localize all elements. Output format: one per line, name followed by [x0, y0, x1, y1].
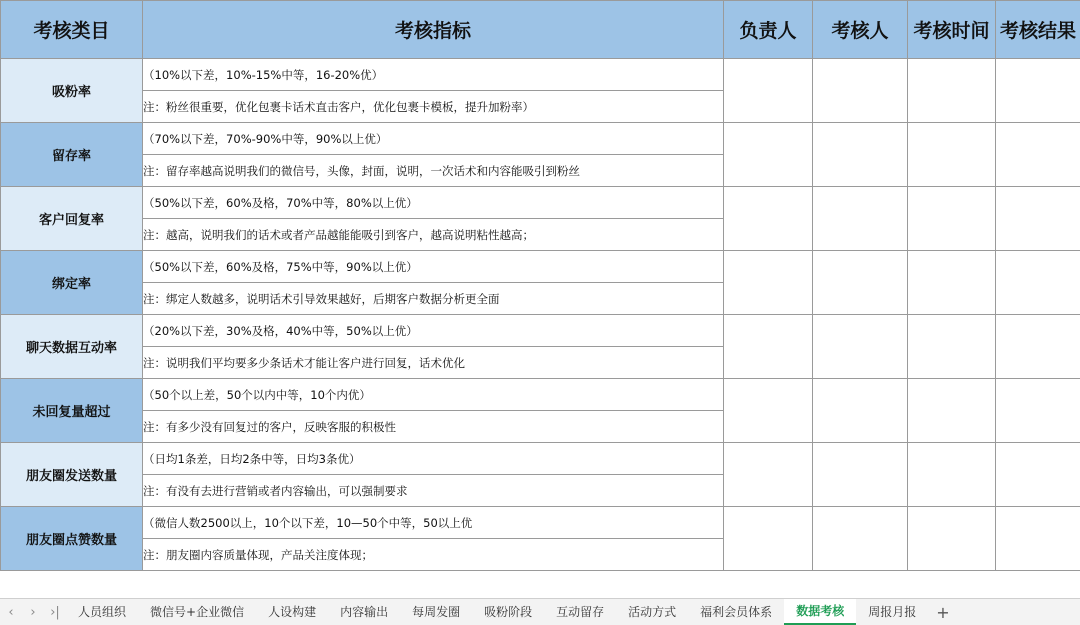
result-cell[interactable] — [996, 123, 1080, 187]
chevron-right-icon[interactable]: › — [22, 605, 44, 620]
chevron-left-icon[interactable]: ‹ — [0, 605, 22, 620]
assessor-cell[interactable] — [813, 251, 908, 315]
indicator-note-cell[interactable]: 注：有没有去进行营销或者内容输出，可以强制要求 — [143, 475, 724, 507]
indicator-criteria-cell[interactable]: （微信人数2500以上，10个以下差，10—50个中等，50以上优 — [143, 507, 724, 539]
sheet-tab[interactable]: 活动方式 — [616, 599, 688, 625]
result-cell[interactable] — [996, 507, 1080, 571]
category-cell[interactable]: 吸粉率 — [1, 59, 143, 123]
table-row — [1, 315, 1080, 347]
indicator-note-cell[interactable]: 注：粉丝很重要，优化包裹卡话术直击客户，优化包裹卡模板，提升加粉率） — [143, 91, 724, 123]
result-cell[interactable] — [996, 443, 1080, 507]
sheet-tab[interactable]: 微信号+企业微信 — [138, 599, 256, 625]
header-indicator[interactable]: 考核指标 — [143, 1, 724, 59]
category-cell[interactable]: 朋友圈点赞数量 — [1, 507, 143, 571]
time-cell[interactable] — [908, 315, 996, 379]
indicator-criteria-cell[interactable]: （70%以下差，70%-90%中等，90%以上优） — [143, 123, 724, 155]
result-cell[interactable] — [996, 187, 1080, 251]
owner-cell[interactable] — [724, 187, 813, 251]
table-row — [1, 379, 1080, 411]
indicator-note-cell[interactable]: 注：有多少没有回复过的客户，反映客服的积极性 — [143, 411, 724, 443]
table-row — [1, 251, 1080, 283]
header-category[interactable]: 考核类目 — [1, 1, 143, 59]
time-cell[interactable] — [908, 251, 996, 315]
category-cell[interactable]: 客户回复率 — [1, 187, 143, 251]
indicator-note-cell[interactable]: 注：留存率越高说明我们的微信号，头像，封面，说明，一次话术和内容能吸引到粉丝 — [143, 155, 724, 187]
header-owner[interactable]: 负责人 — [724, 1, 813, 59]
time-cell[interactable] — [908, 443, 996, 507]
sheet-tab[interactable]: 互动留存 — [544, 599, 616, 625]
table-row — [1, 507, 1080, 539]
sheet-tab[interactable]: 数据考核 — [784, 599, 856, 625]
time-cell[interactable] — [908, 507, 996, 571]
sheet-tab[interactable]: 吸粉阶段 — [472, 599, 544, 625]
category-cell[interactable]: 绑定率 — [1, 251, 143, 315]
owner-cell[interactable] — [724, 123, 813, 187]
result-cell[interactable] — [996, 379, 1080, 443]
owner-cell[interactable] — [724, 251, 813, 315]
sheet-tab[interactable]: 人员组织 — [66, 599, 138, 625]
indicator-note-cell[interactable]: 注：绑定人数越多，说明话术引导效果越好，后期客户数据分析更全面 — [143, 283, 724, 315]
indicator-criteria-cell[interactable]: （日均1条差，日均2条中等，日均3条优） — [143, 443, 724, 475]
sheet-tab[interactable]: 每周发圈 — [400, 599, 472, 625]
owner-cell[interactable] — [724, 315, 813, 379]
sheet-tab-bar — [0, 598, 1080, 625]
indicator-criteria-cell[interactable]: （20%以下差，30%及格，40%中等，50%以上优） — [143, 315, 724, 347]
time-cell[interactable] — [908, 187, 996, 251]
indicator-criteria-cell[interactable]: （50%以下差，60%及格，75%中等，90%以上优） — [143, 251, 724, 283]
assessor-cell[interactable] — [813, 443, 908, 507]
indicator-criteria-cell[interactable]: （50个以上差，50个以内中等，10个内优） — [143, 379, 724, 411]
assessor-cell[interactable] — [813, 315, 908, 379]
result-cell[interactable] — [996, 59, 1080, 123]
indicator-criteria-cell[interactable]: （50%以下差，60%及格，70%中等，80%以上优） — [143, 187, 724, 219]
sheet-tabs — [66, 599, 928, 625]
indicator-note-cell[interactable]: 注：说明我们平均要多少条话术才能让客户进行回复，话术优化 — [143, 347, 724, 379]
assessor-cell[interactable] — [813, 379, 908, 443]
time-cell[interactable] — [908, 59, 996, 123]
table-row — [1, 59, 1080, 91]
owner-cell[interactable] — [724, 443, 813, 507]
sheet-tab[interactable]: 周报月报 — [856, 599, 928, 625]
time-cell[interactable] — [908, 379, 996, 443]
indicator-note-cell[interactable]: 注：朋友圈内容质量体现，产品关注度体现； — [143, 539, 724, 571]
assessor-cell[interactable] — [813, 507, 908, 571]
owner-cell[interactable] — [724, 507, 813, 571]
category-cell[interactable]: 朋友圈发送数量 — [1, 443, 143, 507]
indicator-criteria-cell[interactable]: （10%以下差，10%-15%中等，16-20%优） — [143, 59, 724, 91]
category-cell[interactable]: 留存率 — [1, 123, 143, 187]
header-time[interactable]: 考核时间 — [908, 1, 996, 59]
chevron-last-icon[interactable]: ›| — [44, 605, 66, 620]
table-row — [1, 123, 1080, 155]
sheet-tab[interactable]: 人设构建 — [256, 599, 328, 625]
owner-cell[interactable] — [724, 379, 813, 443]
result-cell[interactable] — [996, 315, 1080, 379]
sheet-tab[interactable]: 内容输出 — [328, 599, 400, 625]
time-cell[interactable] — [908, 123, 996, 187]
header-assessor[interactable]: 考核人 — [813, 1, 908, 59]
assessor-cell[interactable] — [813, 59, 908, 123]
category-cell[interactable]: 未回复量超过 — [1, 379, 143, 443]
add-sheet-button[interactable]: + — [928, 603, 957, 622]
owner-cell[interactable] — [724, 59, 813, 123]
table-row — [1, 443, 1080, 475]
sheet-tab[interactable]: 福利会员体系 — [688, 599, 784, 625]
assessor-cell[interactable] — [813, 123, 908, 187]
header-result[interactable]: 考核结果 — [996, 1, 1080, 59]
assessor-cell[interactable] — [813, 187, 908, 251]
table-row — [1, 187, 1080, 219]
result-cell[interactable] — [996, 251, 1080, 315]
category-cell[interactable]: 聊天数据互动率 — [1, 315, 143, 379]
indicator-note-cell[interactable]: 注：越高，说明我们的话术或者产品越能能吸引到客户，越高说明粘性越高； — [143, 219, 724, 251]
